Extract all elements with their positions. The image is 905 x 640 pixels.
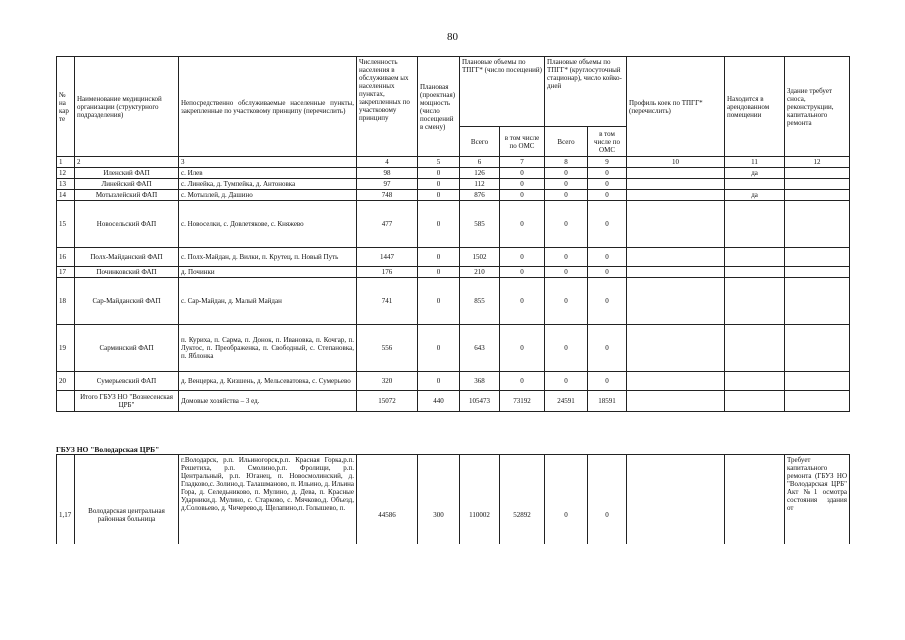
org-name: Иленский ФАП: [75, 168, 179, 179]
header-rented: Находится в арендованном помещении: [725, 57, 785, 157]
section2-table-clip: [56, 454, 850, 544]
row-number: 1,17: [57, 455, 75, 545]
row-number: 19: [57, 325, 75, 372]
column-number: 12: [785, 157, 850, 168]
header-number: № на кар те: [57, 57, 75, 157]
row-number: 12: [57, 168, 75, 179]
visits-total: 855: [460, 278, 500, 325]
repair: [785, 201, 850, 248]
header-visits-total: Всего: [460, 127, 500, 157]
beds-total: 0: [545, 190, 588, 201]
column-number: 10: [627, 157, 725, 168]
total-population: 15072: [357, 391, 418, 412]
visits-total: 210: [460, 267, 500, 278]
capacity: 0: [418, 201, 460, 248]
bed-profile: [627, 325, 725, 372]
org-name: Починковский ФАП: [75, 267, 179, 278]
column-number: 11: [725, 157, 785, 168]
visits-oms: 0: [500, 201, 545, 248]
beds-oms: 0: [588, 455, 627, 545]
table-row: [57, 248, 850, 267]
capacity: 0: [418, 179, 460, 190]
repair: [785, 267, 850, 278]
column-number: 2: [75, 157, 179, 168]
column-number: 4: [357, 157, 418, 168]
rented: [725, 325, 785, 372]
rented: [725, 278, 785, 325]
rented: [725, 248, 785, 267]
table-row: [57, 278, 850, 325]
org-name: Сар-Майданский ФАП: [75, 278, 179, 325]
visits-oms: 0: [500, 190, 545, 201]
rented: [725, 179, 785, 190]
capacity: 0: [418, 278, 460, 325]
places: с. Илев: [179, 168, 357, 179]
capacity: 300: [418, 455, 460, 545]
repair: [785, 248, 850, 267]
beds-oms: 0: [588, 168, 627, 179]
population: 98: [357, 168, 418, 179]
row-number: 20: [57, 372, 75, 391]
beds-total: 0: [545, 248, 588, 267]
table-row: [57, 325, 850, 372]
population: 477: [357, 201, 418, 248]
capacity: 0: [418, 267, 460, 278]
row-number: 13: [57, 179, 75, 190]
row-number: 18: [57, 278, 75, 325]
places: с. Полх-Майдан, д. Вилки, п. Крутец, п. Новый Путь: [179, 248, 357, 267]
visits-oms: 0: [500, 372, 545, 391]
visits-total: 585: [460, 201, 500, 248]
table-row: [57, 372, 850, 391]
visits-total: 643: [460, 325, 500, 372]
table-row: [57, 267, 850, 278]
column-number: 1: [57, 157, 75, 168]
repair: [785, 168, 850, 179]
rented: [725, 391, 785, 412]
rented: да: [725, 168, 785, 179]
table-row: [57, 201, 850, 248]
visits-oms: 0: [500, 325, 545, 372]
population: 97: [357, 179, 418, 190]
rented: да: [725, 190, 785, 201]
rented: [725, 372, 785, 391]
places: с. Новоселки, с. Довлетякове, с. Княжево: [179, 201, 357, 248]
beds-total: 0: [545, 372, 588, 391]
header-beds-total: Всего: [545, 127, 588, 157]
header-beds-oms: в том числе по ОМС: [588, 127, 627, 157]
visits-total: 1502: [460, 248, 500, 267]
row-number: 14: [57, 190, 75, 201]
column-number: 7: [500, 157, 545, 168]
row-number: 17: [57, 267, 75, 278]
total-places: Домовые хозяйства – 3 ед.: [179, 391, 357, 412]
beds-oms: 0: [588, 325, 627, 372]
beds-total: 0: [545, 168, 588, 179]
row-number: [57, 391, 75, 412]
table-row: [57, 455, 850, 545]
visits-oms: 0: [500, 267, 545, 278]
population: 741: [357, 278, 418, 325]
population: 1447: [357, 248, 418, 267]
bed-profile: [627, 372, 725, 391]
visits-total: 368: [460, 372, 500, 391]
section-title: ГБУЗ НО "Володарская ЦРБ": [56, 445, 160, 454]
column-number: 9: [588, 157, 627, 168]
beds-oms: 0: [588, 267, 627, 278]
header-population: Численность населения в обслуживаем ых населенных пунктах, закрепленных по участковому принципу: [357, 57, 418, 157]
bed-profile: [627, 168, 725, 179]
org-name: Володарская центральная районная больница: [75, 455, 179, 545]
header-places: Непосредственно обслуживаемые населенные пункты, закрепленные по участковому принципу (перечислить): [179, 57, 357, 157]
beds-total: 0: [545, 179, 588, 190]
bed-profile: [627, 248, 725, 267]
places: с. Мотызлей, д. Дашино: [179, 190, 357, 201]
population: 176: [357, 267, 418, 278]
beds-total: 0: [545, 455, 588, 545]
column-number: 3: [179, 157, 357, 168]
rented: [725, 201, 785, 248]
visits-total: 126: [460, 168, 500, 179]
total-visits-oms: 73192: [500, 391, 545, 412]
header-visits-oms: в том числе по ОМС: [500, 127, 545, 157]
row-number: 16: [57, 248, 75, 267]
visits-oms: 0: [500, 168, 545, 179]
places: с. Сар-Майдан, д. Малый Майдан: [179, 278, 357, 325]
capacity: 0: [418, 168, 460, 179]
org-name: Сарминский ФАП: [75, 325, 179, 372]
bed-profile: [627, 179, 725, 190]
org-name: Новосельский ФАП: [75, 201, 179, 248]
total-visits: 105473: [460, 391, 500, 412]
visits-oms: 0: [500, 248, 545, 267]
beds-total: 0: [545, 267, 588, 278]
column-number: 6: [460, 157, 500, 168]
capacity: 0: [418, 190, 460, 201]
header-capacity: Плановая (проектная) мощность (число посещений в смену): [418, 57, 460, 157]
header-bed-profile: Профиль коек по ТПГГ* (перечислить): [627, 57, 725, 157]
visits-total: 110002: [460, 455, 500, 545]
org-name: Сумерьевский ФАП: [75, 372, 179, 391]
column-numbers-row: [57, 157, 850, 168]
places: д. Починки: [179, 267, 357, 278]
visits-total: 876: [460, 190, 500, 201]
population: 320: [357, 372, 418, 391]
total-label: Итого ГБУЗ НО "Вознесенская ЦРБ": [75, 391, 179, 412]
repair: [785, 179, 850, 190]
places: с. Линейка, д. Тумпейка, д. Антоновка: [179, 179, 357, 190]
places: г.Володарск, р.п. Ильиногорск,р.п. Красная Горка,р.п. Решетиха, р.п. Смолино,р.п. Фролищи, р.п. Центральный, р.п. Юганец, п. Новосмолинский, д. Гладково,с. Золино,д. Талашманово, п. Ильино, д. Ильина Гора, д. Селедьниково, п. Мулино, д. Дева, п. Красные Ударники,д. Мулино, с. Старково, с. Мячково,д. Объезд, д.Соловьево, д. Чичерево,д. Щелапино,п. Голышево, п.: [179, 455, 357, 545]
bed-profile: [627, 278, 725, 325]
visits-oms: 0: [500, 278, 545, 325]
total-row: [57, 391, 850, 412]
beds-total: 0: [545, 201, 588, 248]
beds-oms: 0: [588, 179, 627, 190]
column-number: 8: [545, 157, 588, 168]
beds-oms: 0: [588, 278, 627, 325]
table-row: [57, 179, 850, 190]
facilities-table: [56, 56, 850, 412]
total-beds: 24591: [545, 391, 588, 412]
capacity: 0: [418, 372, 460, 391]
page-number: 80: [447, 31, 458, 43]
bed-profile: [627, 267, 725, 278]
beds-oms: 0: [588, 248, 627, 267]
visits-total: 112: [460, 179, 500, 190]
row-number: 15: [57, 201, 75, 248]
bed-profile: [627, 190, 725, 201]
places: п. Куриха, п. Сарма, п. Донок, п. Ивановка, п. Кочгар, п. Луктос, п. Преображенка, п. Свободный, с. Степановка, п. Яблонка: [179, 325, 357, 372]
places: д. Венцерка, д. Кизшень, д. Мельсеватовка, с. Сумерьево: [179, 372, 357, 391]
header-organization: Наименование медицинской организации (структурного подразделения): [75, 57, 179, 157]
volodarsk-table: [56, 454, 850, 544]
capacity: 0: [418, 248, 460, 267]
header-beds: Плановые объемы по ТПГГ* (круглосуточный стационар), число койко-дней: [545, 57, 627, 127]
bed-profile: [627, 455, 725, 545]
beds-total: 0: [545, 325, 588, 372]
org-name: Мотызлейский ФАП: [75, 190, 179, 201]
beds-oms: 0: [588, 372, 627, 391]
repair: [785, 278, 850, 325]
repair: Требует капитального ремонта (ГБУЗ НО "Володарская ЦРБ" Акт №1 осмотра состояния здания от: [785, 455, 850, 545]
visits-oms: 0: [500, 179, 545, 190]
beds-total: 0: [545, 278, 588, 325]
bed-profile: [627, 391, 725, 412]
header-visits: Плановые объемы по ТПГГ* (число посещений): [460, 57, 545, 127]
population: 44586: [357, 455, 418, 545]
beds-oms: 0: [588, 190, 627, 201]
total-capacity: 440: [418, 391, 460, 412]
bed-profile: [627, 201, 725, 248]
repair: [785, 325, 850, 372]
beds-oms: 0: [588, 201, 627, 248]
visits-oms: 52892: [500, 455, 545, 545]
repair: [785, 190, 850, 201]
column-number: 5: [418, 157, 460, 168]
org-name: Полх-Майданский ФАП: [75, 248, 179, 267]
table-row: [57, 190, 850, 201]
repair: [785, 372, 850, 391]
org-name: Линейский ФАП: [75, 179, 179, 190]
rented: [725, 455, 785, 545]
total-beds-oms: 18591: [588, 391, 627, 412]
table-row: [57, 168, 850, 179]
population: 748: [357, 190, 418, 201]
header-repair: Здание требует сноса, реконструкции, капитального ремонта: [785, 57, 850, 157]
rented: [725, 267, 785, 278]
repair: [785, 391, 850, 412]
population: 556: [357, 325, 418, 372]
capacity: 0: [418, 325, 460, 372]
